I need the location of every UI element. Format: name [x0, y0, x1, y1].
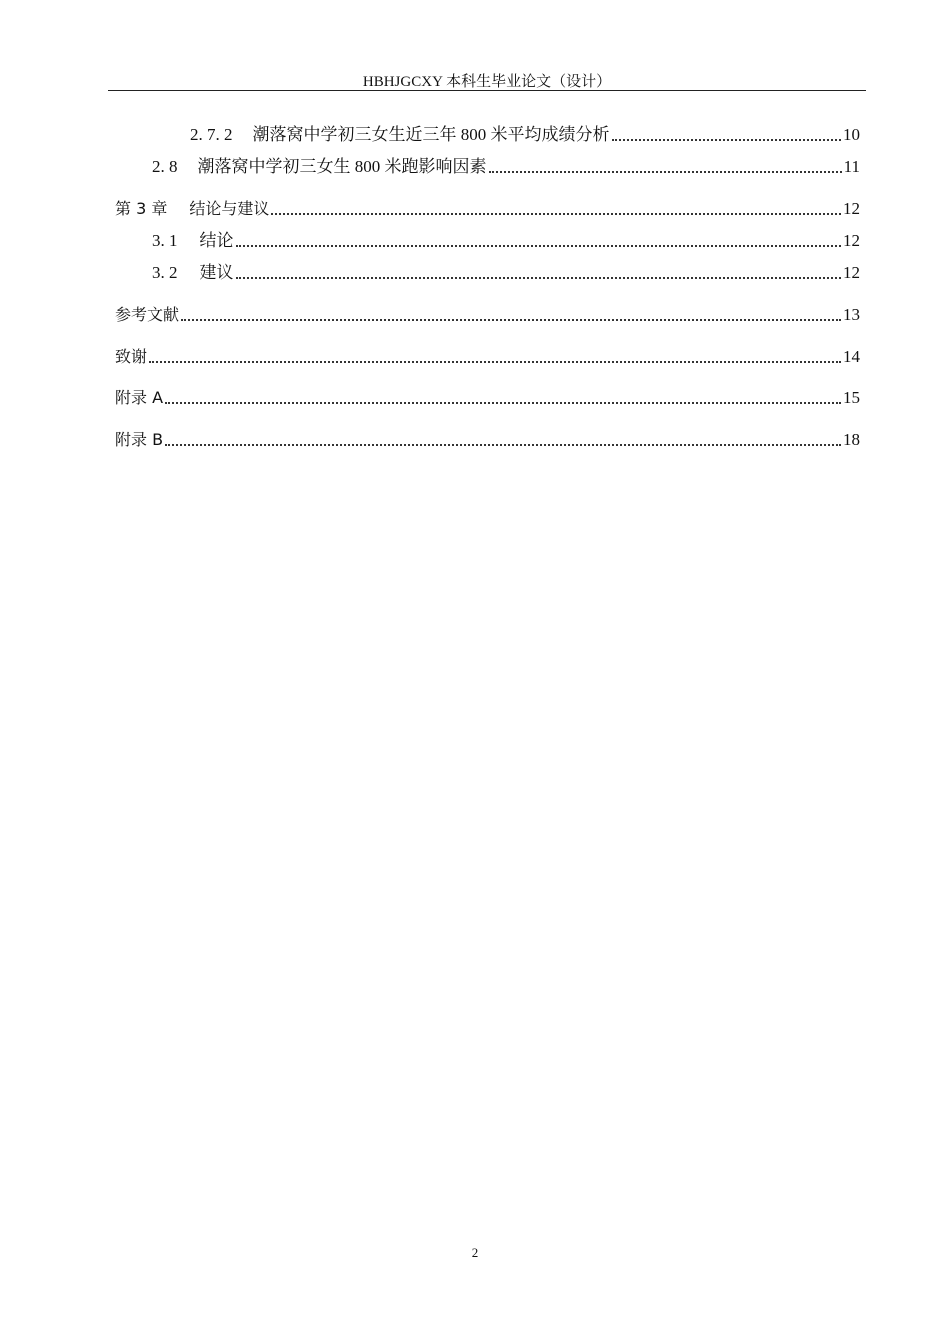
toc-entry-page: 10	[843, 125, 860, 144]
toc-entry-page: 15	[843, 388, 860, 407]
dot-leader	[489, 170, 842, 173]
toc-entry-number: 3. 2	[152, 263, 178, 282]
dot-leader	[271, 212, 841, 215]
toc-entry[interactable]	[115, 190, 860, 220]
toc-entry-title: 潮落窝中学初三女生 800 米跑影响因素	[197, 157, 487, 176]
header-rule	[108, 90, 866, 91]
toc-entry-page: 12	[843, 231, 860, 250]
toc-entry-page: 12	[843, 199, 860, 218]
toc-entry[interactable]	[115, 338, 860, 368]
toc-entry-title: 结论与建议	[189, 199, 270, 218]
toc-entry-page: 11	[843, 157, 860, 176]
toc-entry-page: 13	[843, 305, 860, 324]
dot-leader	[165, 443, 841, 446]
toc-entry-page: 18	[843, 430, 860, 449]
toc-entry-title: 建议	[199, 263, 234, 282]
toc-entry[interactable]	[115, 254, 860, 284]
dot-leader	[165, 401, 841, 404]
toc-entry-page: 12	[843, 263, 860, 282]
toc-entry-title: 附录 A	[115, 388, 164, 407]
toc-entry-number: 2. 7. 2	[190, 125, 233, 144]
toc-entry[interactable]	[115, 379, 860, 409]
dot-leader	[236, 276, 842, 279]
toc-entry-page: 14	[843, 347, 860, 366]
dot-leader	[236, 244, 842, 247]
dot-leader	[149, 360, 841, 363]
toc-entry-number: 第 3 章	[115, 199, 168, 218]
toc-entry-number: 3. 1	[152, 231, 178, 250]
toc-entry[interactable]	[115, 116, 860, 146]
toc-entry-title: 潮落窝中学初三女生近三年 800 米平均成绩分析	[252, 125, 610, 144]
toc-entry[interactable]	[115, 148, 860, 178]
toc-entry-number: 2. 8	[152, 157, 178, 176]
dot-leader	[181, 318, 841, 321]
toc-entry[interactable]	[115, 296, 860, 326]
toc-entry-title: 附录 B	[115, 430, 164, 449]
toc-entry[interactable]	[115, 421, 860, 451]
toc-entry-title: 结论	[199, 231, 234, 250]
dot-leader	[612, 138, 842, 141]
toc-entry[interactable]	[115, 222, 860, 252]
toc-entry-title: 致谢	[115, 347, 148, 366]
toc-entry-title: 参考文献	[115, 305, 180, 324]
running-header: HBHJGCXY 本科生毕业论文（设计）	[362, 74, 612, 90]
page-number: 2	[471, 1245, 479, 1260]
